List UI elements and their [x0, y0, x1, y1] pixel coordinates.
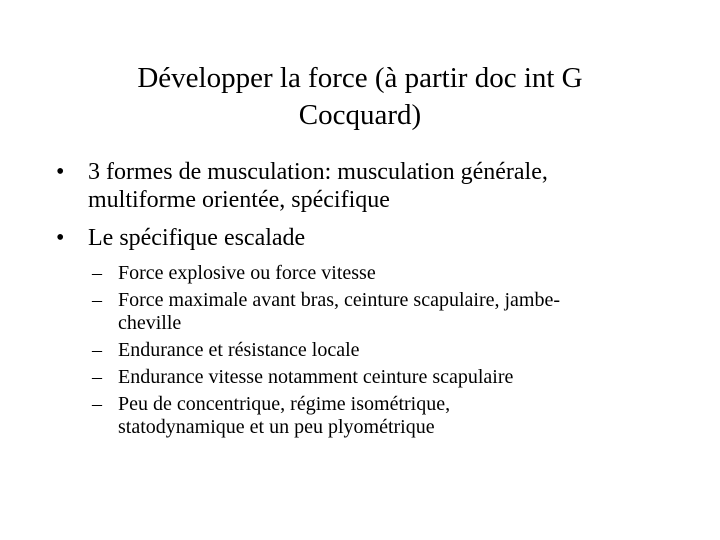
- sub-bullet-item-5: [88, 393, 676, 439]
- dash-icon: –: [92, 366, 102, 388]
- dash-icon: –: [92, 289, 102, 311]
- sub-bullet-text-line-2: cheville: [118, 312, 182, 334]
- sub-bullet-item-1: [88, 262, 676, 285]
- bullet-icon: •: [56, 159, 65, 185]
- sub-bullet-text-line-2: statodynamique et un peu plyométrique: [118, 416, 435, 438]
- title-line-1: Développer la force (à partir doc int G: [137, 62, 583, 94]
- slide-title: [60, 60, 660, 134]
- sub-bullet-text-line-1: Force maximale avant bras, ceinture scapulaire, jambe-: [118, 289, 561, 311]
- dash-icon: –: [92, 393, 102, 415]
- sub-bullet-text-line-1: Force explosive ou force vitesse: [118, 262, 376, 284]
- sub-bullet-text-line-1: Peu de concentrique, régime isométrique,: [118, 393, 451, 415]
- sub-bullet-item-2: [88, 289, 676, 335]
- sub-bullet-item-3: [88, 339, 676, 362]
- dash-icon: –: [92, 262, 102, 284]
- bullet-icon: •: [56, 225, 65, 251]
- bullet-text-line-2: multiforme orientée, spécifique: [88, 187, 390, 213]
- slide-body: [56, 158, 676, 443]
- sub-bullet-list: [88, 262, 676, 439]
- bullet-item-2: [56, 224, 676, 252]
- bullet-text-line-1: Le spécifique escalade: [88, 225, 306, 251]
- bullet-item-1: [56, 158, 676, 214]
- sub-bullet-text-line-1: Endurance vitesse notamment ceinture scapulaire: [118, 366, 514, 388]
- dash-icon: –: [92, 339, 102, 361]
- sub-bullet-item-4: [88, 366, 676, 389]
- bullet-text-line-1: 3 formes de musculation: musculation générale,: [88, 159, 548, 185]
- title-line-2: Cocquard): [298, 99, 422, 131]
- sub-bullet-text-line-1: Endurance et résistance locale: [118, 339, 360, 361]
